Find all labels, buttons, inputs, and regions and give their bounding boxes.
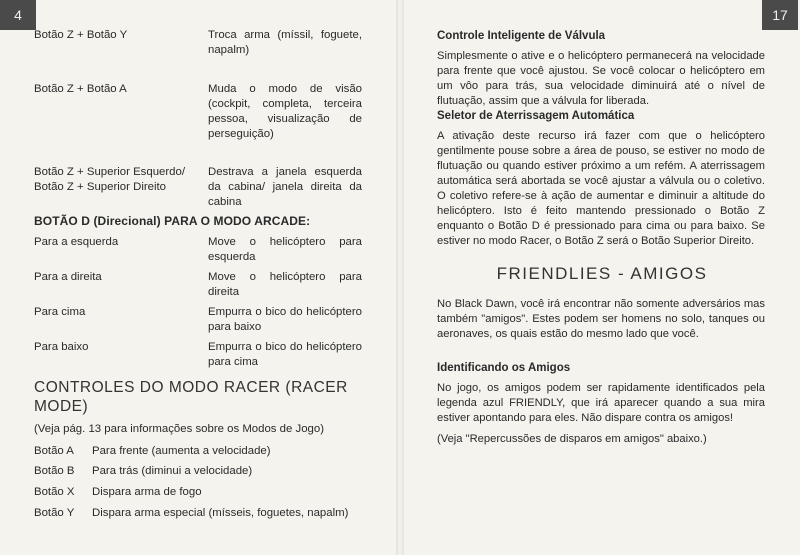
racer-button-action: Para trás (diminui a velocidade) (92, 465, 253, 477)
arcade-description: Empurra o bico do helicóptero para baixo (208, 306, 362, 333)
racer-section-title: CONTROLES DO MODO RACER (RACER MODE) (34, 379, 348, 415)
control-description: Muda o modo de visão (cockpit, completa, terceira pessoa, visualização de perseguição) (208, 83, 362, 140)
see-note: (Veja "Repercussões de disparos em amigos" abaixo.) (437, 433, 707, 445)
racer-button-action: Para frente (aumenta a velocidade) (92, 445, 271, 457)
racer-button-action: Dispara arma de fogo (92, 486, 202, 498)
friendlies-text: No Black Dawn, você irá encontrar não somente adversários mas também "amigos". Estes podem ser homens no solo, tanques ou aeronaves, os quais estão do mesmo lado que você. (437, 298, 765, 340)
identify-heading: Identificando os Amigos (437, 362, 571, 374)
control-description: Destrava a janela esquerda da cabina/ janela direita da cabina (208, 166, 362, 208)
racer-button-key: Botão B (34, 465, 75, 477)
friendlies-title: FRIENDLIES - AMIGOS (496, 264, 708, 283)
racer-button-key: Botão X (34, 486, 75, 498)
racer-note: (Veja pág. 13 para informações sobre os Modos de Jogo) (34, 423, 324, 435)
control-label: Botão Z + Superior Esquerdo/ Botão Z + Superior Direito (34, 166, 186, 193)
racer-button-action: Dispara arma especial (mísseis, foguetes, napalm) (92, 507, 349, 519)
left-page (0, 0, 396, 555)
arcade-label: Para baixo (34, 341, 89, 353)
arcade-description: Move o helicóptero para esquerda (208, 236, 362, 263)
arcade-description: Empurra o bico do helicóptero para cima (208, 341, 362, 368)
racer-button-key: Botão Y (34, 507, 75, 519)
landing-heading: Seletor de Aterrissagem Automática (437, 110, 635, 122)
book-gutter (396, 0, 404, 555)
arcade-label: Para a direita (34, 271, 102, 283)
valve-text: Simplesmente o ative e o helicóptero permanecerá na velocidade para frente que você ajustou. Se você colocar o helicóptero em um vôo para trás, sua velocidade diminuirá até o nível de flutuação, assim que a válvula for liberada. (437, 50, 765, 107)
valve-heading: Controle Inteligente de Válvula (437, 30, 606, 42)
control-label: Botão Z + Botão Y (34, 29, 128, 41)
identify-text: No jogo, os amigos podem ser rapidamente identificados pela legenda azul FRIENDLY, que irá aparecer quando a sua mira estiver apontando para eles. Não dispare contra os amigos! (437, 382, 765, 424)
right-page (404, 0, 800, 555)
page-number-right: 17 (762, 0, 798, 30)
racer-button-key: Botão A (34, 445, 74, 457)
arcade-label: Para a esquerda (34, 236, 119, 248)
arcade-description: Move o helicóptero para direita (208, 271, 362, 298)
control-label: Botão Z + Botão A (34, 83, 127, 95)
page-number-left: 4 (0, 0, 36, 30)
arcade-label: Para cima (34, 306, 86, 318)
arcade-heading: BOTÃO D (Direcional) PARA O MODO ARCADE: (34, 214, 311, 228)
control-description: Troca arma (míssil, foguete, napalm) (208, 29, 362, 56)
landing-text: A ativação deste recurso irá fazer com que o helicóptero gentilmente pouse sobre a área de pouso, se estiver no modo de flutuação ou quando estiver próximo a um refém. A aterrissagem automática será abortada se você ajustar a válvula ou o coletivo. O coletivo refere-se à ação de aumentar e diminuir a altitude do helicóptero. Isto é feito mantendo pressionado o Botão Z enquanto o Botão D é pressionado para cima ou para baixo. Se estiver no modo Racer, o Botão Z será o Botão Superior Direito. (437, 130, 765, 247)
